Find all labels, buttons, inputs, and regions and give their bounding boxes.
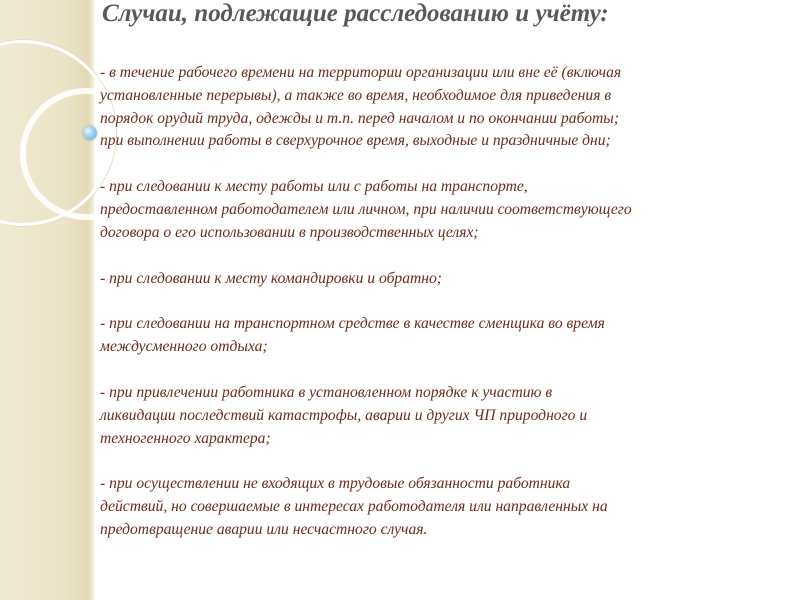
paragraph-business-trip xyxy=(100,268,790,291)
paragraph-work-time xyxy=(100,62,790,153)
paragraph-commute xyxy=(100,176,790,244)
text-line: порядок орудий труда, одежды и т.п. перед началом и по окончании работы; xyxy=(100,109,620,127)
text-line: установленные перерывы), а также во время, необходимое для приведения в xyxy=(100,86,612,104)
decorative-dot-icon xyxy=(83,126,97,140)
slide-title: Случаи, подлежащие расследованию и учёту: xyxy=(102,0,609,27)
text-line: предотвращение аварии или несчастного случая. xyxy=(100,520,428,538)
paragraph-employer-interest xyxy=(100,473,790,541)
text-line: предоставленном работодателем или личном, при наличии соответствующего xyxy=(100,200,632,218)
text-line: при выполнении работы в сверхурочное время, выходные и праздничные дни; xyxy=(100,132,611,150)
text-line: договора о его использовании в производственных целях; xyxy=(100,223,479,241)
text-line: ликвидации последствий катастрофы, аварии и других ЧП природного и xyxy=(100,406,588,424)
text-line: техногенного характера; xyxy=(100,429,271,447)
paragraph-emergency xyxy=(100,382,790,450)
text-line: - при привлечении работника в установленном порядке к участию в xyxy=(100,383,553,401)
text-line: - при следовании на транспортном средстве в качестве сменщика во время xyxy=(100,315,605,333)
text-line: - при осуществлении не входящих в трудовые обязанности работника xyxy=(100,475,571,493)
text-line: - в течение рабочего времени на территории организации или вне её (включая xyxy=(100,64,622,81)
text-line: - при следовании к месту командировки и обратно; xyxy=(100,269,443,287)
text-line: междусменного отдыха; xyxy=(100,338,268,356)
paragraph-shift-rest xyxy=(100,313,790,359)
text-line: - при следовании к месту работы или с работы на транспорте, xyxy=(100,178,528,196)
slide-content xyxy=(100,62,790,565)
text-line: действий, но совершаемые в интересах работодателя или направленных на xyxy=(100,498,608,516)
